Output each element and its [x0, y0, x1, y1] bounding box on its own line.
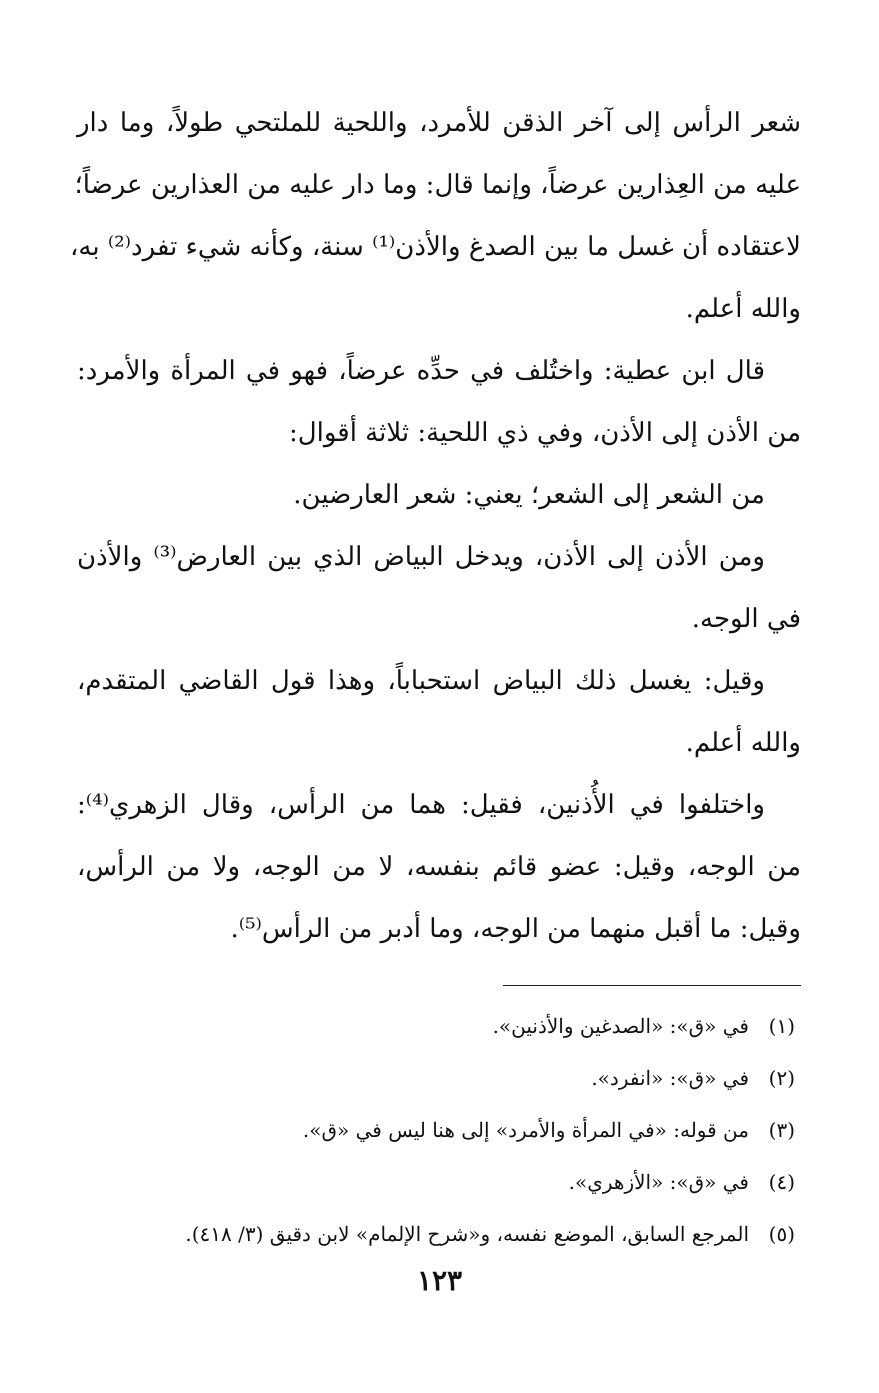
footnote-text: في «ق»: «انفرد».	[591, 1066, 749, 1090]
footnote-number: (٣)	[768, 1118, 795, 1142]
footnote-text: في «ق»: «الصدغين والأذنين».	[492, 1014, 749, 1038]
footnote-text: في «ق»: «الأزهري».	[568, 1170, 749, 1194]
main-text	[69, 92, 801, 960]
footnotes	[77, 1000, 801, 1260]
footnote-number: (٤)	[768, 1170, 795, 1194]
text-line: ومن الأذن إلى الأذن، ويدخل البياض الذي بين العارض⁽³⁾ والأذن	[77, 542, 765, 572]
text-line: وقيل: ما أقبل منهما من الوجه، وما أدبر من الرأس⁽⁵⁾.	[230, 914, 801, 944]
text-line: من الوجه، وقيل: عضو قائم بنفسه، لا من الوجه، ولا من الرأس،	[77, 852, 801, 882]
footnote-item	[77, 1156, 801, 1208]
footnote-item	[77, 1052, 801, 1104]
text-line: لاعتقاده أن غسل ما بين الصدغ والأذن⁽¹⁾ سنة، وكأنه شيء تفرد⁽²⁾ به،	[69, 232, 801, 262]
footnote-number: (١)	[768, 1014, 795, 1038]
text-line: وقيل: يغسل ذلك البياض استحباباً، وهذا قول القاضي المتقدم،	[77, 666, 765, 696]
page-number: ١٢٣	[416, 1264, 463, 1297]
footnote-item	[77, 1104, 801, 1156]
footnote-item	[77, 1000, 801, 1052]
text-line: من الشعر إلى الشعر؛ يعني: شعر العارضين.	[293, 480, 765, 510]
footnote-text: من قوله: «في المرأة والأمرد» إلى هنا ليس في «ق».	[302, 1118, 749, 1142]
footnote-number: (٥)	[768, 1222, 795, 1246]
footnote-separator	[503, 985, 801, 986]
text-line: عليه من العِذارين عرضاً، وإنما قال: وما دار عليه من العذارين عرضاً؛	[74, 170, 801, 200]
text-line: في الوجه.	[691, 604, 801, 634]
text-line: واختلفوا في الأُذنين، فقيل: هما من الرأس، وقال الزهري⁽⁴⁾:	[77, 790, 765, 820]
text-line: والله أعلم.	[685, 294, 801, 324]
footnote-text: المرجع السابق، الموضع نفسه، و«شرح الإلمام» لابن دقيق (٣/ ٤١٨).	[185, 1222, 749, 1246]
text-line: قال ابن عطية: واختُلف في حدِّه عرضاً، فهو في المرأة والأمرد:	[77, 356, 765, 386]
text-line: والله أعلم.	[685, 728, 801, 758]
text-line: من الأذن إلى الأذن، وفي ذي اللحية: ثلاثة أقوال:	[288, 418, 801, 448]
footnote-item	[77, 1208, 801, 1260]
footnote-number: (٢)	[768, 1066, 795, 1090]
text-line: شعر الرأس إلى آخر الذقن للأمرد، واللحية للملتحي طولاً، وما دار	[77, 108, 801, 138]
